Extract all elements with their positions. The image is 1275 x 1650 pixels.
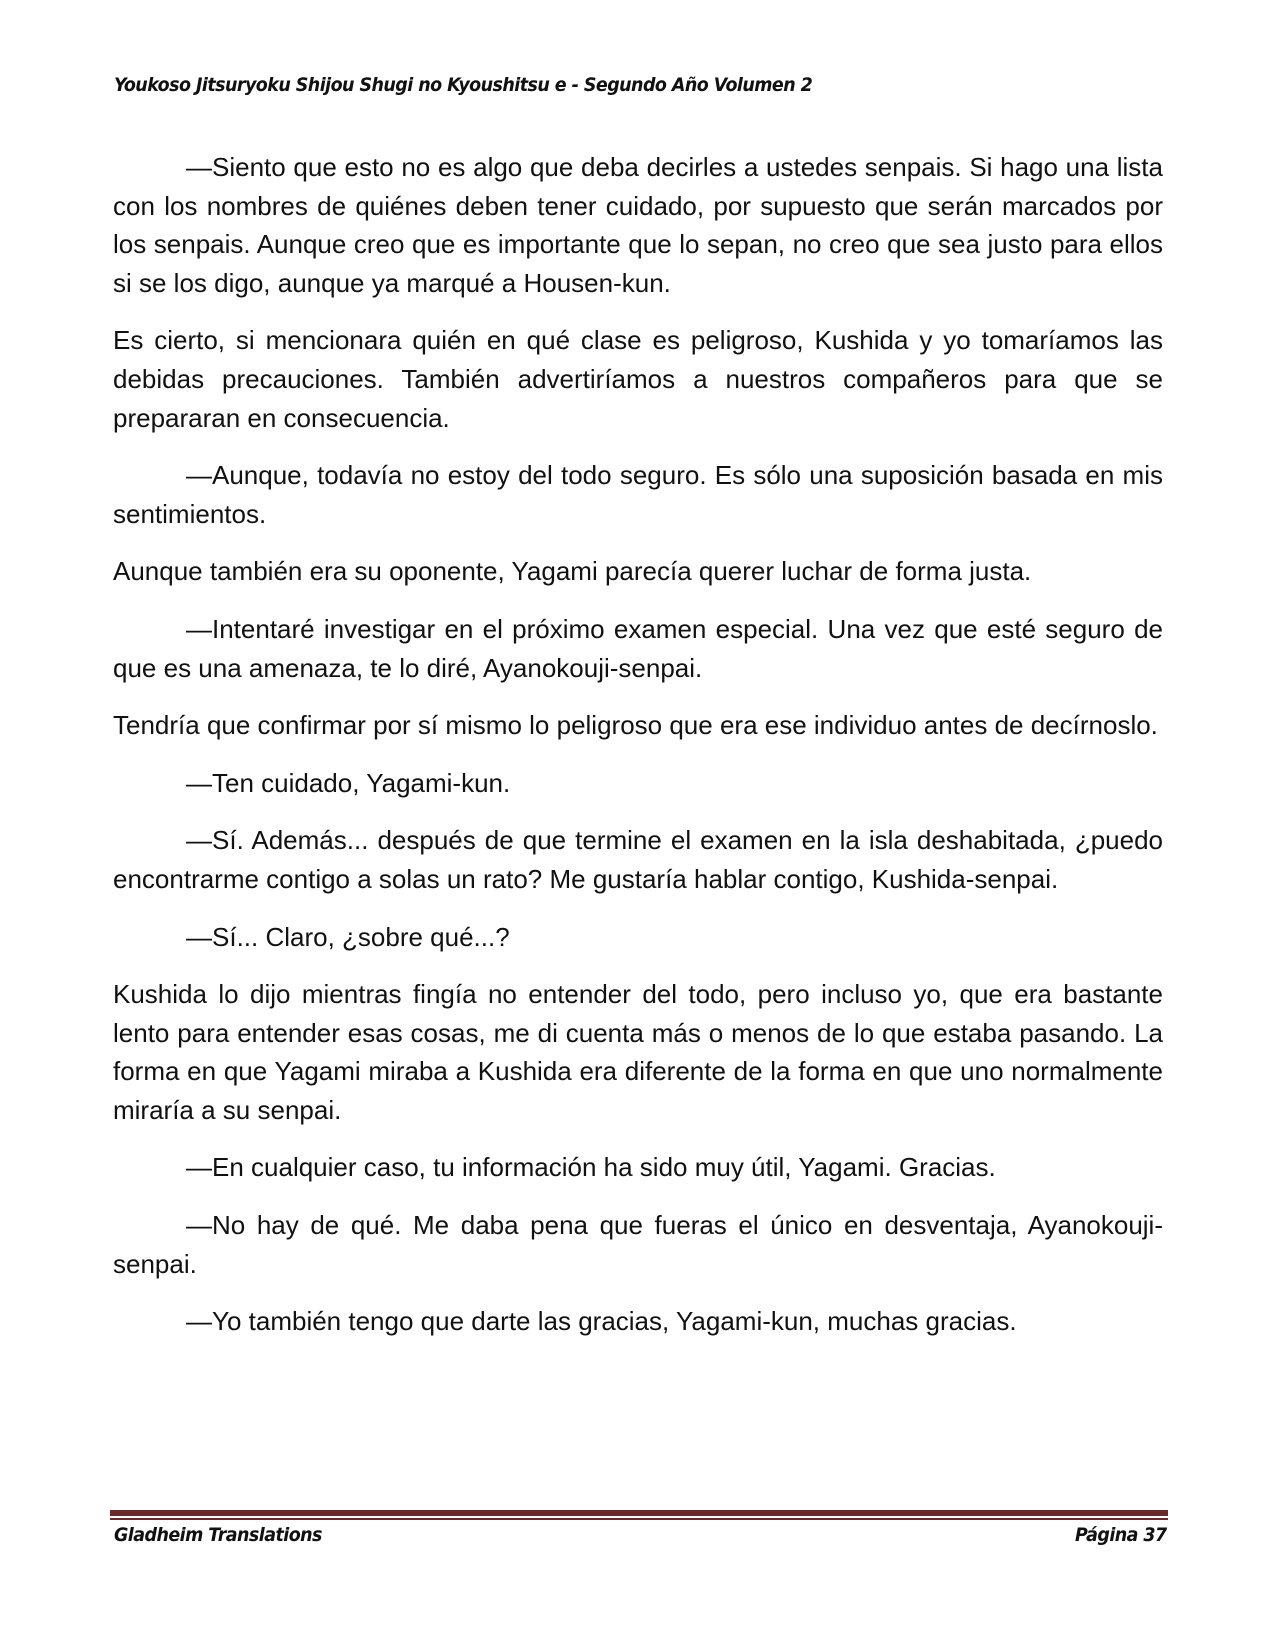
footer-credit: Gladheim Translations	[114, 1524, 322, 1546]
paragraph: —No hay de qué. Me daba pena que fueras el único en desventaja, Ayanokouji-senpai.	[113, 1210, 1163, 1279]
paragraph: Kushida lo dijo mientras fingía no entender del todo, pero incluso yo, que era bastante lento para entender esas cosas, me di cuenta más o menos de lo que estaba pasando. La forma en que Yagami miraba a Kushida era diferente de la forma en que uno normalmente miraría a su senpai.	[113, 979, 1163, 1125]
running-header: Youkoso Jitsuryoku Shijou Shugi no Kyoushitsu e - Segundo Año Volumen 2	[114, 74, 813, 96]
paragraph: —Aunque, todavía no estoy del todo seguro. Es sólo una suposición basada en mis sentimientos.	[113, 460, 1163, 529]
paragraph: Tendría que confirmar por sí mismo lo peligroso que era ese individuo antes de decírnoslo.	[113, 710, 1158, 741]
paragraph: —Sí... Claro, ¿sobre qué...?	[186, 921, 510, 952]
footer-divider-thick	[110, 1510, 1168, 1516]
paragraph: —En cualquier caso, tu información ha sido muy útil, Yagami. Gracias.	[186, 1152, 996, 1183]
page-body	[113, 148, 1163, 1360]
paragraph: —Sí. Además... después de que termine el examen en la isla deshabitada, ¿puedo encontrarme contigo a solas un rato? Me gustaría hablar contigo, Kushida-senpai.	[113, 825, 1163, 894]
footer-divider-thin	[110, 1518, 1168, 1520]
paragraph: —Yo también tengo que darte las gracias, Yagami-kun, muchas gracias.	[186, 1306, 1017, 1337]
footer-divider	[110, 1510, 1168, 1520]
paragraph: Aunque también era su oponente, Yagami parecía querer luchar de forma justa.	[113, 556, 1032, 587]
paragraph: —Intentaré investigar en el próximo examen especial. Una vez que esté seguro de que es una amenaza, te lo diré, Ayanokouji-senpai.	[113, 613, 1163, 683]
paragraph: Es cierto, si mencionara quién en qué clase es peligroso, Kushida y yo tomaríamos las debidas precauciones. También advertiríamos a nuestros compañeros para que se prepararan en consecuencia.	[113, 325, 1163, 433]
paragraph: —Siento que esto no es algo que deba decirles a ustedes senpais. Si hago una lista con los nombres de quiénes deben tener cuidado, por supuesto que serán marcados por los senpais. Aunque creo que es importante que lo sepan, no creo que sea justo para ellos si se los digo, aunque ya marqué a Housen-kun.	[113, 152, 1163, 298]
page-number: Página 37	[1075, 1524, 1167, 1546]
paragraph: —Ten cuidado, Yagami-kun.	[186, 767, 511, 798]
